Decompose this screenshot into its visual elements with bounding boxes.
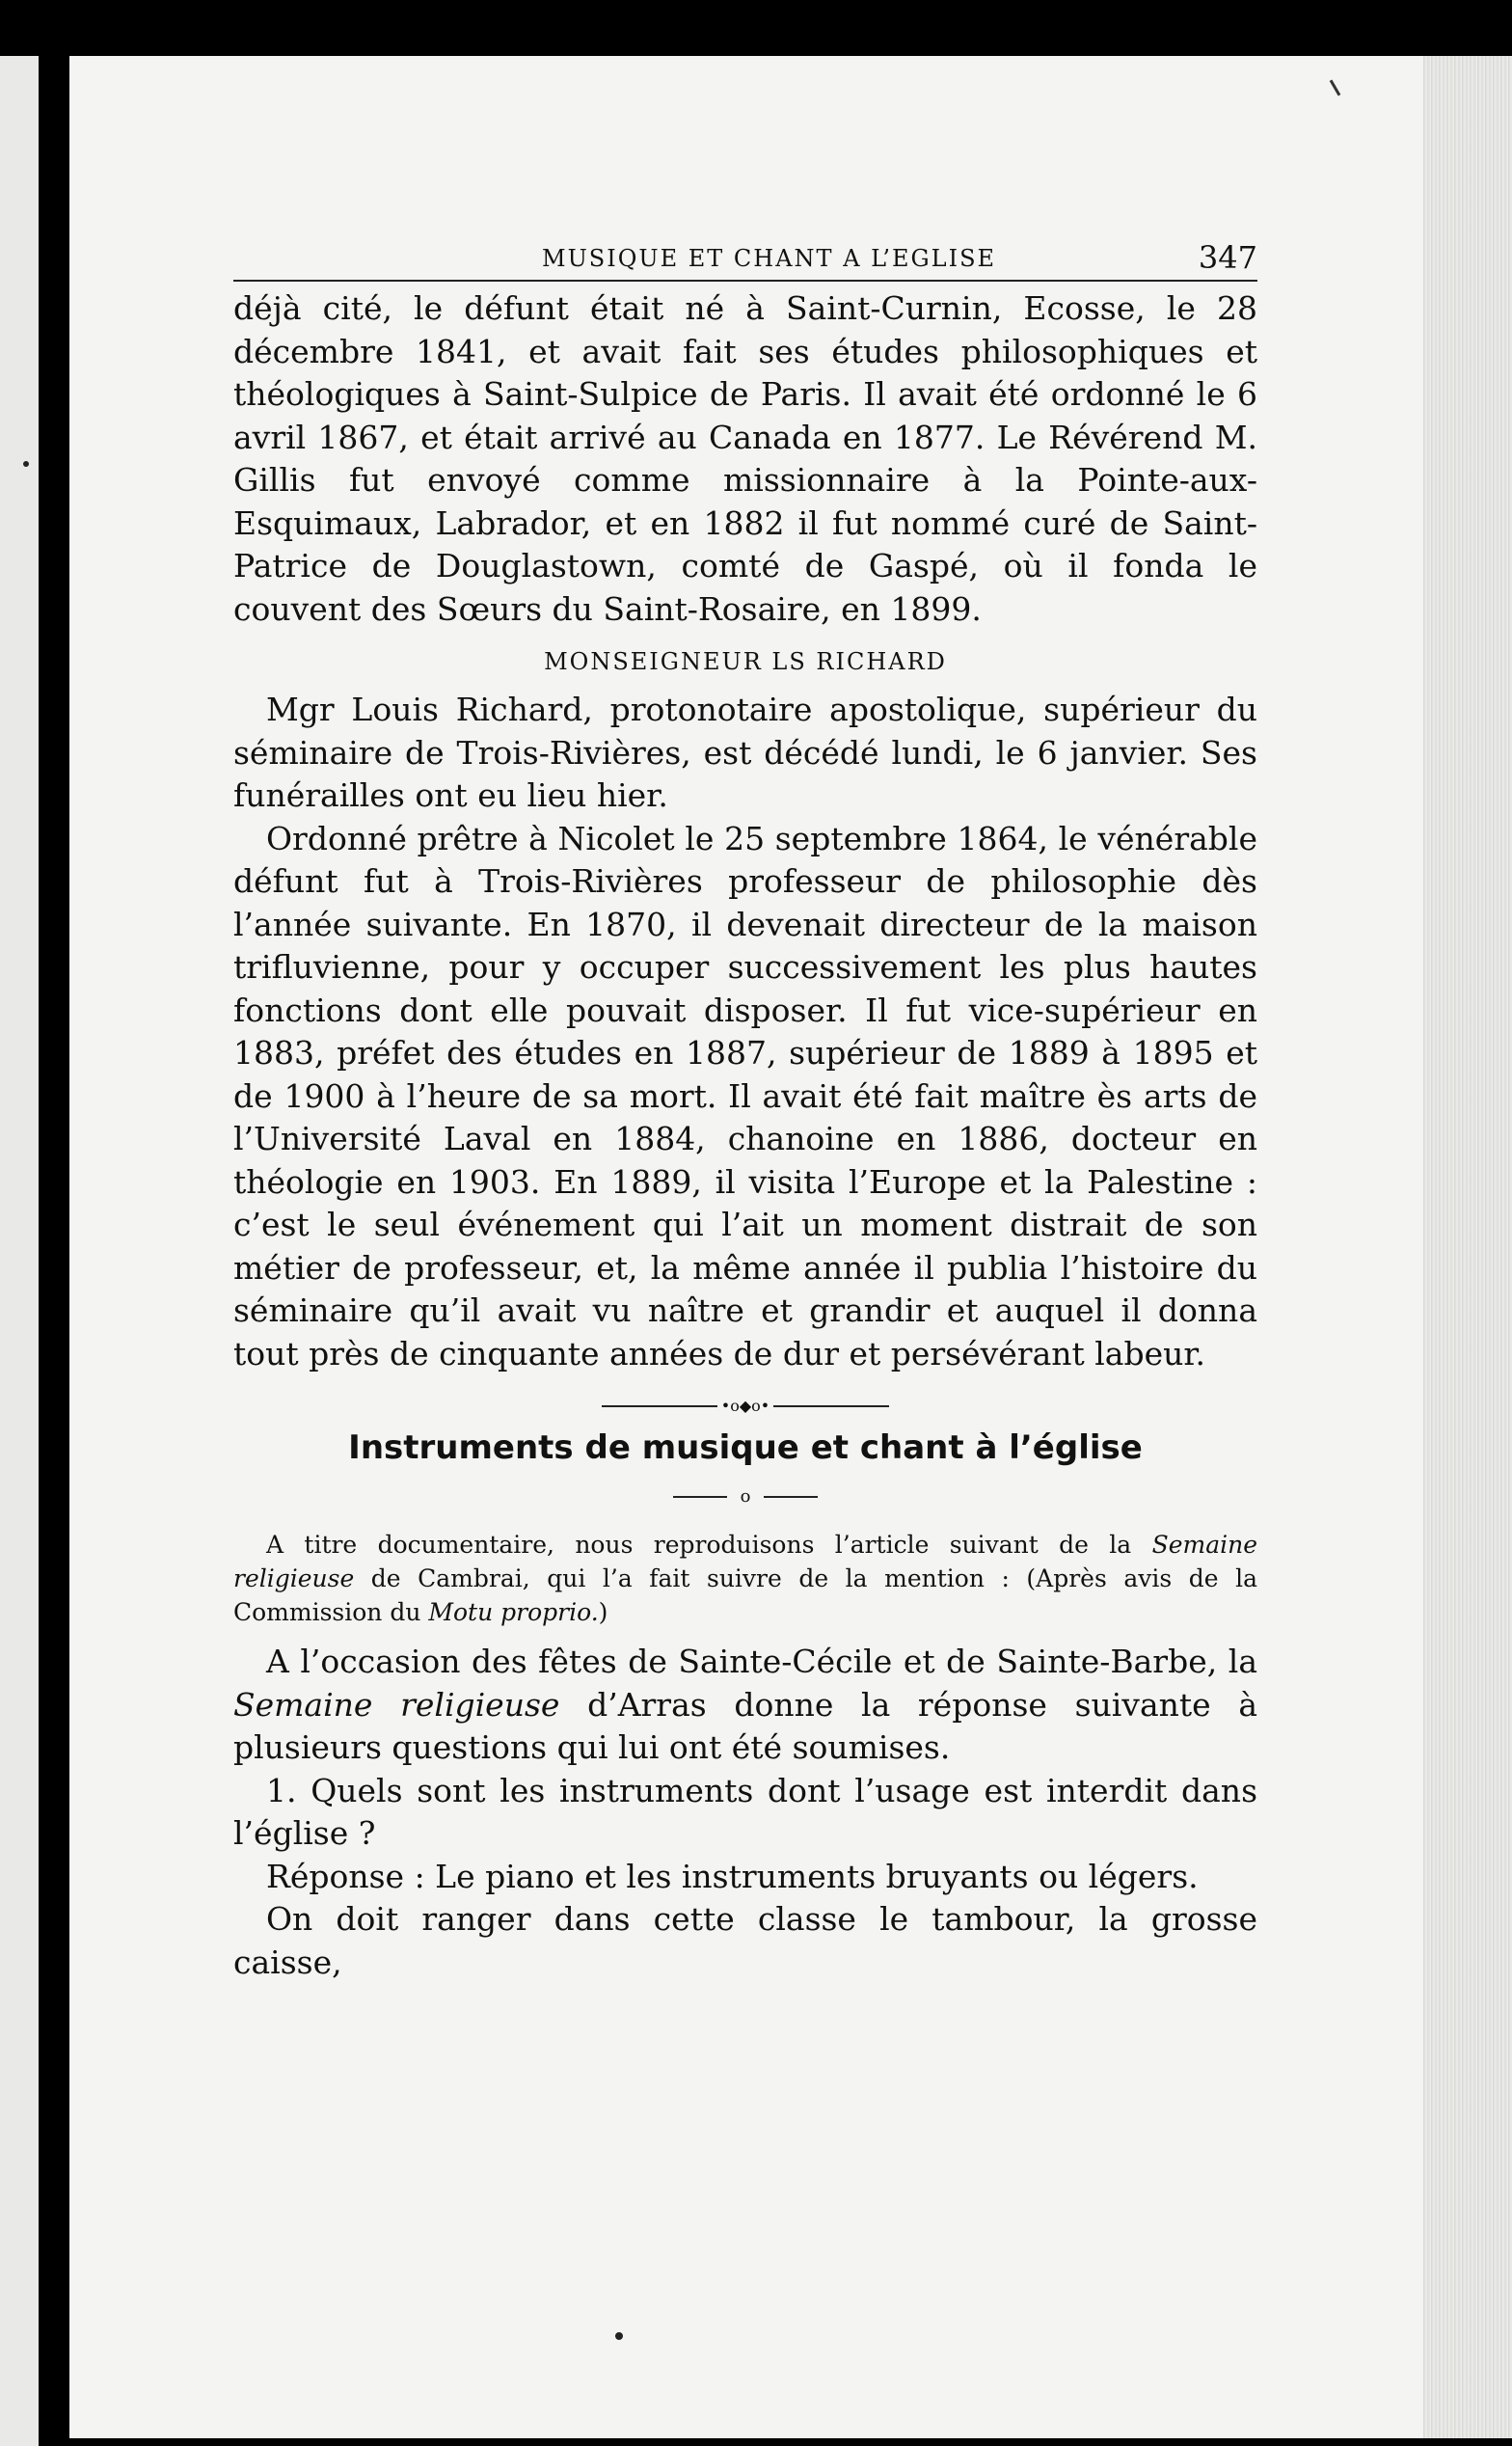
section-divider-ornament [233, 1397, 1257, 1415]
paragraph-richard-career: Ordonné prêtre à Nicolet le 25 septembre 1864, le vénérable défunt fut à Trois-Rivières professeur de philosophie dès l’année suivante. En 1870, il devenait directeur de la maison trifluvienne, pour y occuper successivement les plus hautes fonctions dont elle pouvait disposer. Il fut vice-supérieur en 1883, préfet des études en 1887, supérieur de 1889 à 1895 et de 1900 à l’heure de sa mort. Il avait été fait maître ès arts de l’Université Laval en 1884, chanoine en 1886, docteur en théologie en 1903. En 1889, il visita l’Europe et la Palestine : c’est le seul événement qui l’ait un moment distrait de son métier de professeur, et, la même année il publia l’histoire du séminaire qu’il avait vu naître et grandir et auquel il donna tout près de cinquante années de dur et persévérant labeur. [233, 819, 1257, 1372]
paragraph-last-line: On doit ranger dans cette classe le tambour, la grosse caisse, [233, 1900, 1257, 1981]
sub-ornament-line-left [673, 1496, 727, 1498]
sub-ornament-line-right [764, 1496, 818, 1498]
page-stack-edge [1423, 56, 1512, 2438]
answer-1: Réponse : Le piano et les instruments bruyants ou légers. [266, 1857, 1199, 1895]
sub-ornament-glyph: o [740, 1486, 751, 1507]
paragraph-gillis-continued: déjà cité, le défunt était né à Saint-Curnin, Ecosse, le 28 décembre 1841, et avait fait ses études philosophiques et théologiques à Saint-Sulpice de Paris. Il avait été ordonné le 6 avril 1867, et était arrivé au Canada en 1877. Le Révérend M. Gillis fut envoyé comme missionnaire à la Pointe-aux-Esquimaux, Labrador, et en 1882 il fut nommé curé de Saint-Patrice de Douglastown, comté de Gaspé, où il fonda le couvent des Sœurs du Saint-Rosaire, en 1899. [233, 289, 1257, 628]
editorial-note [233, 1528, 1257, 1629]
note-italic-semaine: Semaine religieuse [233, 1531, 1257, 1592]
ink-mark [1330, 79, 1341, 95]
section-heading: MONSEIGNEUR LS RICHARD [544, 648, 947, 675]
book-page [69, 56, 1512, 2438]
note-italic-motu: Motu proprio. [428, 1598, 599, 1626]
ink-speck [23, 461, 29, 467]
running-head [233, 230, 1257, 282]
divider-line-left [602, 1405, 717, 1407]
question-1: 1. Quels sont les instruments dont l’usage est interdit dans l’église ? [233, 1771, 1257, 1852]
note-text-2: de Cambrai, qui l’a fait suivre de la mention : (Après avis de la Commission du [233, 1564, 1257, 1626]
title-sub-ornament [233, 1486, 1257, 1507]
divider-line-right [773, 1405, 889, 1407]
intro-text-1: A l’occasion des fêtes de Sainte-Cécile et de Sainte-Barbe, la [266, 1643, 1257, 1680]
paragraph-intro [233, 1641, 1257, 1770]
divider-ornament-glyph: •o◆o• [720, 1397, 770, 1415]
article-title: Instruments de musique et chant à l’église [348, 1428, 1143, 1467]
page-text-block [233, 230, 1257, 1984]
running-head-title: MUSIQUE ET CHANT A L’EGLISE [542, 245, 997, 272]
facing-page-edge [0, 56, 39, 2446]
paragraph-richard-death: Mgr Louis Richard, protonotaire apostolique, supérieur du séminaire de Trois-Rivières, est décédé lundi, le 6 janvier. Ses funérailles ont eu lieu hier. [233, 691, 1257, 814]
page-number: 347 [1198, 239, 1257, 276]
ink-speck-bottom [615, 2332, 623, 2340]
intro-text-2: d’Arras donne la réponse suivante à plusieurs questions qui lui ont été soumises. [233, 1685, 1257, 1766]
note-text-1: A titre documentaire, nous reproduisons l’article suivant de la [266, 1531, 1152, 1559]
note-text-3: ) [598, 1598, 608, 1626]
intro-italic: Semaine religieuse [233, 1685, 560, 1724]
